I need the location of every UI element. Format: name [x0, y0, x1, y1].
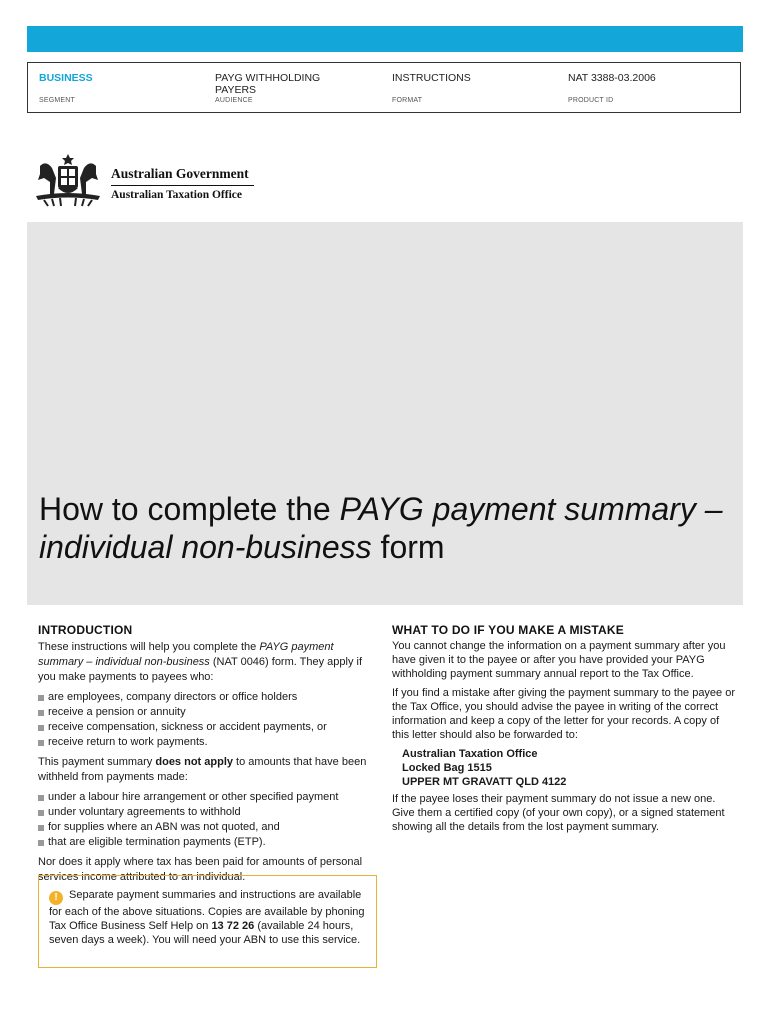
audience-label: AUDIENCE: [215, 97, 253, 104]
title-part-1: How to complete the: [39, 491, 340, 527]
audience-value: PAYG WITHHOLDING PAYERS: [215, 72, 321, 96]
product-field: [568, 72, 656, 84]
bullet-icon: [38, 725, 44, 731]
bullet-icon: [38, 825, 44, 831]
coat-of-arms-icon: [30, 152, 106, 208]
bullet-icon: [38, 795, 44, 801]
bullet-icon: [38, 695, 44, 701]
bullet-icon: [38, 810, 44, 816]
government-logo: [30, 152, 270, 212]
segment-label: SEGMENT: [39, 97, 76, 104]
title-panel: [27, 222, 743, 605]
information-note-box: ! Separate payment summaries and instructions are available for each of the above situations. Copies are available by phoning Tax Office Business Self Help on 13 72 26 (available 24 hours, seven days a week). You will need your ABN to use this service.: [38, 875, 377, 968]
warning-icon: !: [49, 891, 63, 905]
page-title: [39, 490, 739, 566]
bullet-icon: [38, 710, 44, 716]
exclusions-list: [38, 790, 368, 850]
format-field: [392, 72, 471, 84]
header-color-bar: [27, 26, 743, 52]
product-id-value: NAT 3388-03.2006: [568, 72, 656, 84]
list-item: receive return to work payments.: [38, 735, 368, 750]
intro-paragraph-3: Nor does it apply where tax has been paid for amounts of personal services income attributed to an individual.: [38, 856, 363, 883]
introduction-section: [38, 623, 368, 890]
list-item: under voluntary agreements to withhold: [38, 805, 368, 820]
document-metadata-box: [27, 62, 741, 113]
segment-value: BUSINESS: [39, 72, 93, 84]
payee-types-list: [38, 690, 368, 750]
bullet-icon: [38, 840, 44, 846]
logo-line-government: Australian Government: [111, 166, 249, 181]
mistake-section: [392, 623, 737, 839]
list-item: that are eligible termination payments (ETP).: [38, 835, 368, 850]
intro-paragraph-1: These instructions will help you complete the PAYG payment summary – individual non-business (NAT 0046) form. They apply if you make payments to payees who:: [38, 641, 363, 683]
audience-field: [215, 72, 355, 96]
address-line: Locked Bag 1515: [402, 762, 492, 774]
list-item: receive a pension or annuity: [38, 705, 368, 720]
bullet-icon: [38, 740, 44, 746]
title-part-3: form: [371, 529, 445, 565]
mistake-paragraph-2: If you find a mistake after giving the payment summary to the payee or the Tax Office, you should advise the payee in writing of the correct information and keep a copy of the letter for your records. A copy of this letter should also be forwarded to:: [392, 687, 736, 741]
format-value: INSTRUCTIONS: [392, 72, 471, 84]
address-line: UPPER MT GRAVATT QLD 4122: [402, 776, 567, 788]
phone-number: 13 72 26: [211, 920, 255, 932]
mistake-paragraph-1: You cannot change the information on a payment summary after you have given it to the payee or after you have provided your PAYG withholding payment summary annual report to the Tax Office.: [392, 640, 726, 680]
segment-field: [39, 72, 93, 84]
introduction-heading: INTRODUCTION: [38, 623, 133, 637]
format-label: FORMAT: [392, 97, 423, 104]
list-item: under a labour hire arrangement or other specified payment: [38, 790, 368, 805]
logo-divider: [111, 185, 254, 186]
title-part-2: PAYG payment summary – individual non-business: [39, 491, 723, 565]
intro-paragraph-2: This payment summary does not apply to amounts that have been withheld from payments made:: [38, 756, 367, 783]
list-item: are employees, company directors or office holders: [38, 690, 368, 705]
list-item: receive compensation, sickness or accident payments, or: [38, 720, 368, 735]
mailing-address: [392, 747, 737, 789]
address-line: Australian Taxation Office: [402, 748, 538, 760]
logo-line-ato: Australian Taxation Office: [111, 189, 242, 201]
product-id-label: PRODUCT ID: [568, 97, 614, 104]
list-item: for supplies where an ABN was not quoted, and: [38, 820, 368, 835]
mistake-paragraph-3: If the payee loses their payment summary do not issue a new one. Give them a certified copy (of your own copy), or a signed statement showing all the details from the lost payment summary.: [392, 793, 725, 833]
mistake-heading: WHAT TO DO IF YOU MAKE A MISTAKE: [392, 623, 624, 637]
